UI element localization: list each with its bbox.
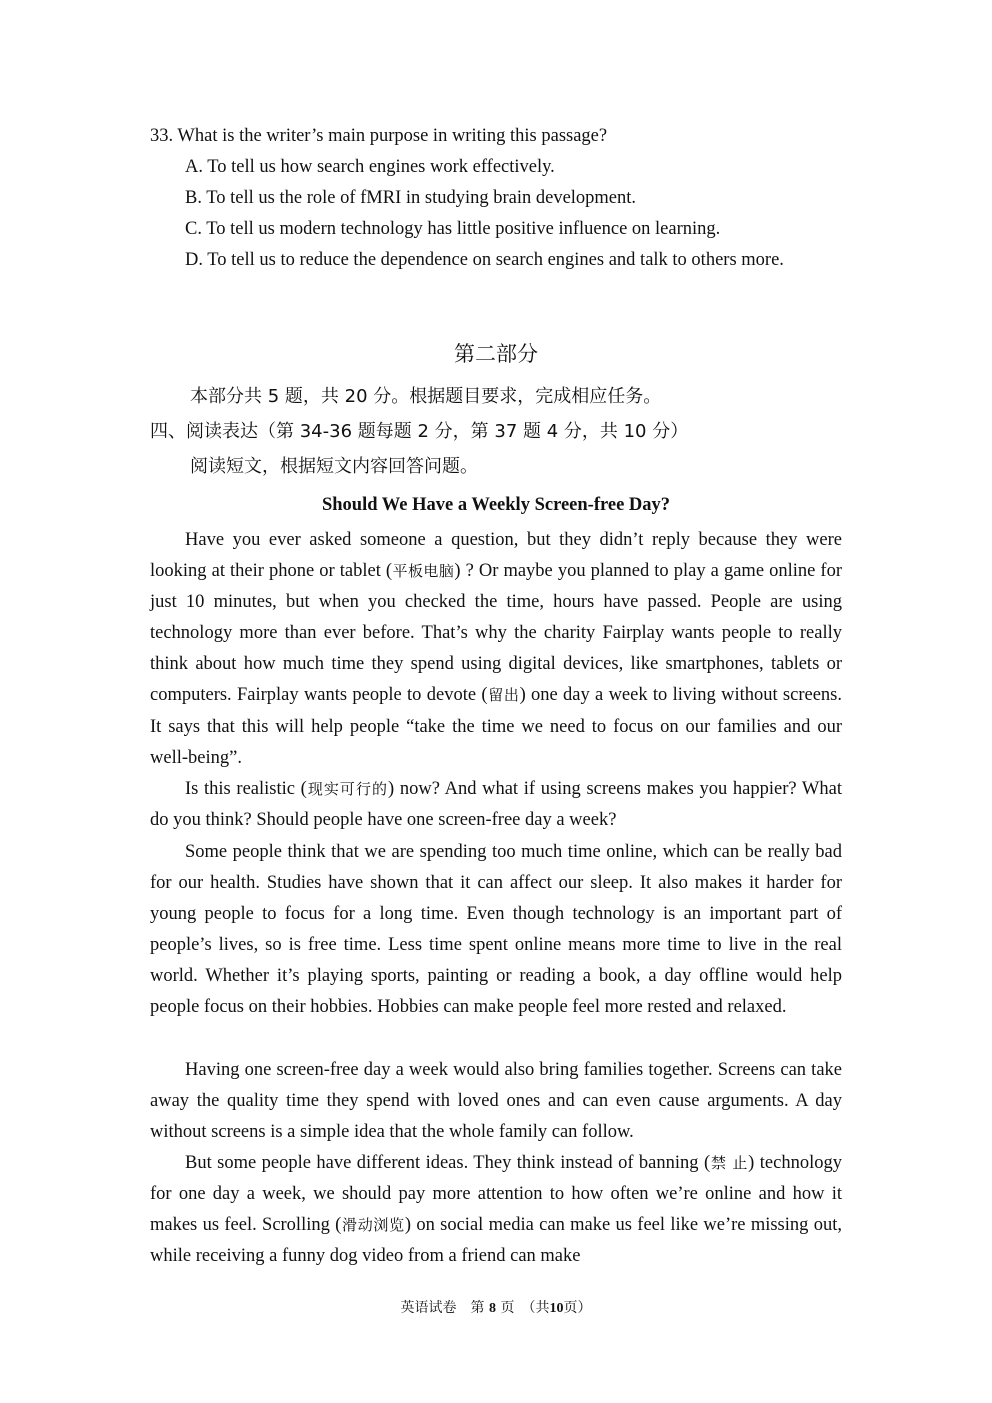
article-paragraph-2: Is this realistic (现实可行的) now? And what if using screens makes you happier? What do you think? Should people have one screen-free day a week? <box>150 779 842 831</box>
part-two-title: 第二部分 <box>454 342 538 366</box>
article-title: Should We Have a Weekly Screen-free Day? <box>321 495 671 515</box>
article-paragraph-3: Some people think that we are spending too much time online, which can be really bad for our health. Studies have shown that it can affect our sleep. It also makes it harder for young people to focus for a long time. Even though technology is an important part of people’s lives, so is free time. Less time spent online means more time to live in the real world. Whether it’s playing sports, painting or reading a book, a day offline would help people focus on their hobbies. Hobbies can make people feel more rested and relaxed. <box>150 842 842 1018</box>
part-two-intro: 本部分共 5 题，共 20 分。根据题目要求，完成相应任务。 <box>190 386 662 407</box>
question-33-stem: 33. What is the writer’s main purpose in writing this passage? <box>150 126 608 146</box>
question-33-option-c: C. To tell us modern technology has little positive influence on learning. <box>185 219 721 239</box>
gloss-devote: 留出 <box>487 686 520 705</box>
page-footer: 英语试卷 第 8 页 （共10页） <box>400 1300 592 1316</box>
question-33-option-a: A. To tell us how search engines work effectively. <box>185 157 555 177</box>
gloss-banning: 禁 止 <box>710 1154 749 1172</box>
gloss-tablet: 平板电脑 <box>392 562 455 581</box>
article-paragraph-1: Have you ever asked someone a question, but they didn’t reply because they were looking at their phone or tablet (平板电脑) ? Or maybe you planned to play a game online for just 10 minutes, but when you checked the time, hours have passed. People are using technology more than ever before. That’s why the charity Fairplay wants people to really think about how much time they spend using digital devices, like smartphones, tablets or computers. Fairplay wants people to devote (留出) one day a week to living without screens. It says that this will help people “take the time we need to focus on our families and our well-being”. <box>150 530 842 768</box>
gloss-realistic: 现实可行的 <box>306 780 389 798</box>
current-page-number: 8 <box>489 1301 496 1316</box>
question-33-option-d: D. To tell us to reduce the dependence on search engines and talk to others more. <box>185 250 784 270</box>
question-33-option-b: B. To tell us the role of fMRI in studying brain development. <box>185 188 637 208</box>
section-four-heading: 四、阅读表达（第 34-36 题每题 2 分，第 37 题 4 分，共 10 分） <box>150 421 689 442</box>
gloss-scrolling: 滑动浏览 <box>341 1216 405 1235</box>
total-pages-number: 10 <box>549 1301 564 1316</box>
article-paragraph-5: But some people have different ideas. They think instead of banning (禁 止) technology for one day a week, we should pay more attention to how often we’re online and how it makes us feel. Scrolling (滑动浏览) on social media can make us feel like we’re missing out, while receiving a funny dog video from a friend can make <box>150 1153 842 1267</box>
article-paragraph-4: Having one screen-free day a week would also bring families together. Screens can take away the quality time they spend with loved ones and can even cause arguments. A day without screens is a simple idea that the whole family can follow. <box>150 1060 842 1143</box>
reading-instruction: 阅读短文，根据短文内容回答问题。 <box>190 456 478 477</box>
